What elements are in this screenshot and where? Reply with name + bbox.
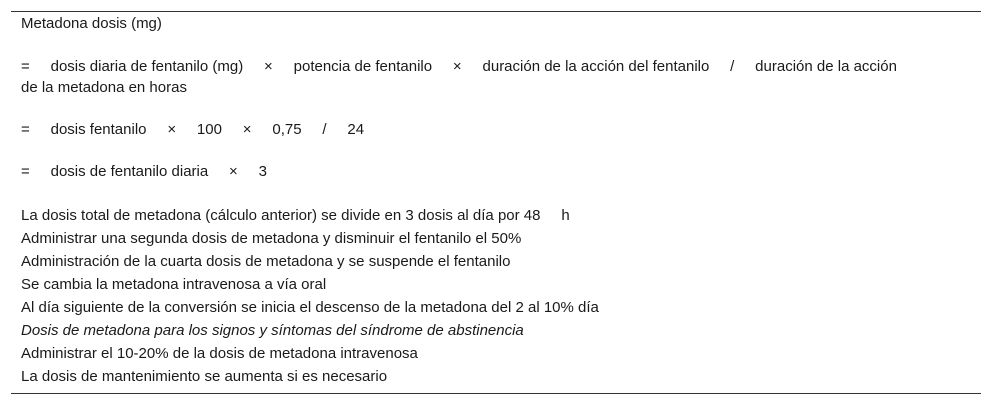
withdrawal-item: La dosis de mantenimiento se aumenta si es necesario: [21, 368, 388, 385]
formula-line-1-continued: de la metadona en horas: [21, 79, 187, 96]
formula-line-3: = dosis de fentanilo diaria × 3: [21, 163, 267, 180]
withdrawal-item: Administrar el 10-20% de la dosis de metadona intravenosa: [21, 345, 418, 362]
formula-line-1: = dosis diaria de fentanilo (mg) × potencia de fentanilo × duración de la acción del fentanilo / duración de la acción: [21, 58, 897, 75]
step-item: Al día siguiente de la conversión se inicia el descenso de la metadona del 2 al 10% día: [21, 299, 599, 316]
withdrawal-heading: Dosis de metadona para los signos y síntomas del síndrome de abstinencia: [21, 322, 524, 339]
step-item: Se cambia la metadona intravenosa a vía oral: [21, 276, 327, 293]
formula-line-2: = dosis fentanilo × 100 × 0,75 / 24: [21, 121, 365, 138]
table-header: Metadona dosis (mg): [21, 15, 162, 32]
step-item: La dosis total de metadona (cálculo anterior) se divide en 3 dosis al día por 48 h: [21, 207, 570, 224]
dosage-table: [11, 11, 981, 394]
step-item: Administración de la cuarta dosis de metadona y se suspende el fentanilo: [21, 253, 511, 270]
step-item: Administrar una segunda dosis de metadona y disminuir el fentanilo el 50%: [21, 230, 522, 247]
